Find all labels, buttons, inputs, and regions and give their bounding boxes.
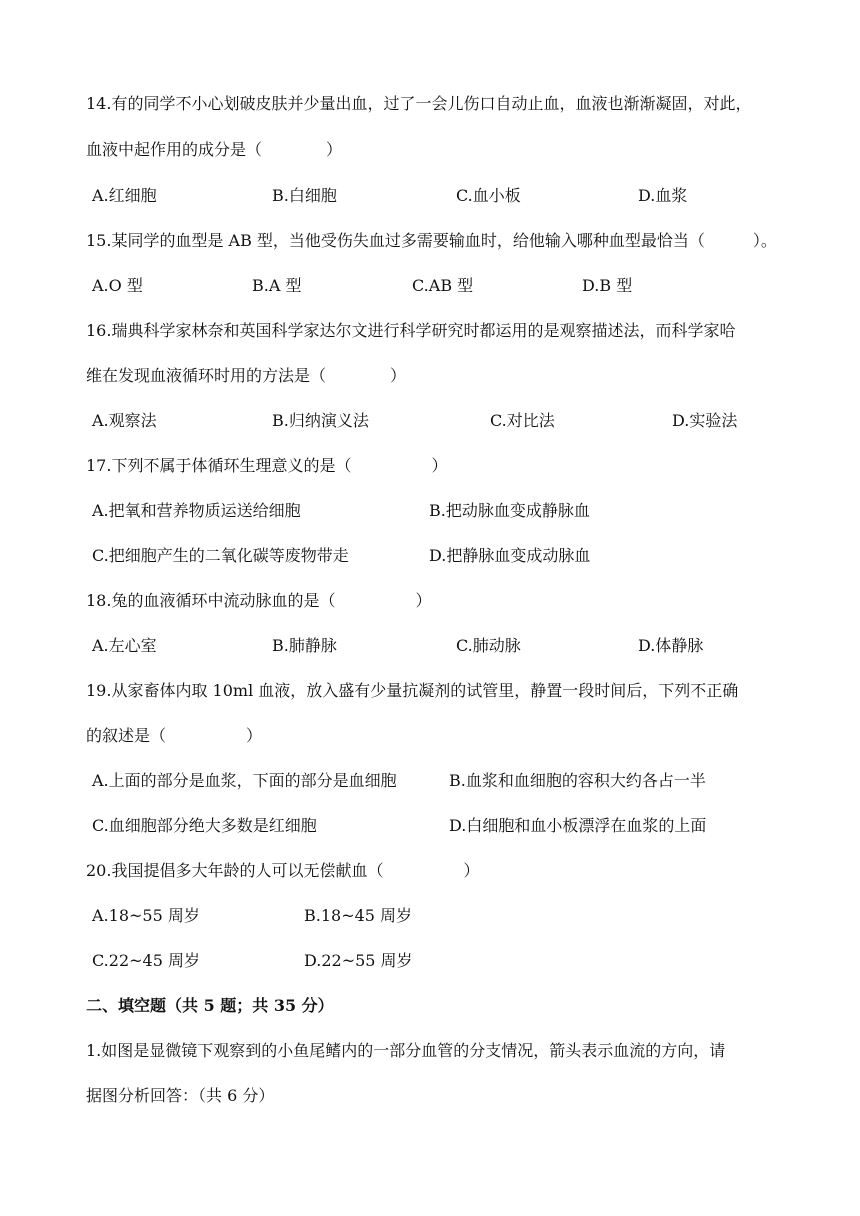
question-14-stem-line-1: 14.有的同学不小心划破皮肤并少量出血，过了一会儿伤口自动止血，血液也渐渐凝固，对此， bbox=[86, 94, 752, 113]
question-18-option-d[interactable]: D.体静脉 bbox=[638, 636, 704, 655]
question-15-stem-line-1: 15.某同学的血型是 AB 型，当他受伤失血过多需要输血时，给他输入哪种血型最恰当（ ）。 bbox=[86, 231, 777, 250]
question-14-option-b[interactable]: B.白细胞 bbox=[272, 186, 337, 205]
question-19-option-a[interactable]: A.上面的部分是血浆，下面的部分是血细胞 bbox=[92, 771, 397, 790]
question-19-option-b[interactable]: B.血浆和血细胞的容积大约各占一半 bbox=[449, 771, 706, 790]
question-15-option-c[interactable]: C.AB 型 bbox=[412, 276, 474, 295]
question-14-stem-line-2: 血液中起作用的成分是（ ） bbox=[86, 140, 343, 159]
question-18-option-c[interactable]: C.肺动脉 bbox=[456, 636, 521, 655]
question-17-option-a[interactable]: A.把氧和营养物质运送给细胞 bbox=[92, 501, 301, 520]
fill-question-1-line-1: 1.如图是显微镜下观察到的小鱼尾鳍内的一部分血管的分支情况，箭头表示血流的方向，请 bbox=[86, 1041, 726, 1060]
question-19-stem-line-1: 19.从家畜体内取 10ml 血液，放入盛有少量抗凝剂的试管里，静置一段时间后，下列不正确 bbox=[86, 681, 739, 700]
question-14-option-a[interactable]: A.红细胞 bbox=[92, 186, 157, 205]
question-16-option-d[interactable]: D.实验法 bbox=[672, 411, 738, 430]
question-17-option-b[interactable]: B.把动脉血变成静脉血 bbox=[429, 501, 590, 520]
question-17-option-c[interactable]: C.把细胞产生的二氧化碳等废物带走 bbox=[92, 546, 349, 565]
question-17-stem-line-1: 17.下列不属于体循环生理意义的是（ ） bbox=[86, 456, 448, 475]
question-20-option-d[interactable]: D.22~55 周岁 bbox=[304, 951, 413, 970]
question-18-option-a[interactable]: A.左心室 bbox=[92, 636, 157, 655]
question-16-option-a[interactable]: A.观察法 bbox=[92, 411, 157, 430]
question-15-option-a[interactable]: A.O 型 bbox=[92, 276, 143, 295]
question-19-option-c[interactable]: C.血细胞部分绝大多数是红细胞 bbox=[92, 816, 317, 835]
question-20-option-c[interactable]: C.22~45 周岁 bbox=[92, 951, 200, 970]
question-20-stem-line-1: 20.我国提倡多大年龄的人可以无偿献血（ ） bbox=[86, 861, 480, 880]
question-16-stem-line-2: 维在发现血液循环时用的方法是（ ） bbox=[86, 366, 407, 385]
question-18-option-b[interactable]: B.肺静脉 bbox=[272, 636, 337, 655]
question-19-option-d[interactable]: D.白细胞和血小板漂浮在血浆的上面 bbox=[449, 816, 707, 835]
question-14-option-c[interactable]: C.血小板 bbox=[456, 186, 521, 205]
question-15-option-b[interactable]: B.A 型 bbox=[252, 276, 302, 295]
question-20-option-b[interactable]: B.18~45 周岁 bbox=[304, 906, 413, 925]
question-16-option-c[interactable]: C.对比法 bbox=[490, 411, 555, 430]
question-19-stem-line-2: 的叙述是（ ） bbox=[86, 726, 263, 745]
fill-question-1-line-2: 据图分析回答：（共 6 分） bbox=[86, 1086, 275, 1105]
question-16-option-b[interactable]: B.归纳演义法 bbox=[272, 411, 369, 430]
question-20-option-a[interactable]: A.18~55 周岁 bbox=[92, 906, 200, 925]
question-14-option-d[interactable]: D.血浆 bbox=[638, 186, 688, 205]
question-16-stem-line-1: 16.瑞典科学家林奈和英国科学家达尔文进行科学研究时都运用的是观察描述法，而科学家哈 bbox=[86, 321, 736, 340]
question-18-stem-line-1: 18.兔的血液循环中流动脉血的是（ ） bbox=[86, 591, 432, 610]
section-2-title: 二、填空题（共 5 题；共 35 分） bbox=[86, 996, 334, 1015]
question-17-option-d[interactable]: D.把静脉血变成动脉血 bbox=[429, 546, 591, 565]
question-15-option-d[interactable]: D.B 型 bbox=[582, 276, 633, 295]
